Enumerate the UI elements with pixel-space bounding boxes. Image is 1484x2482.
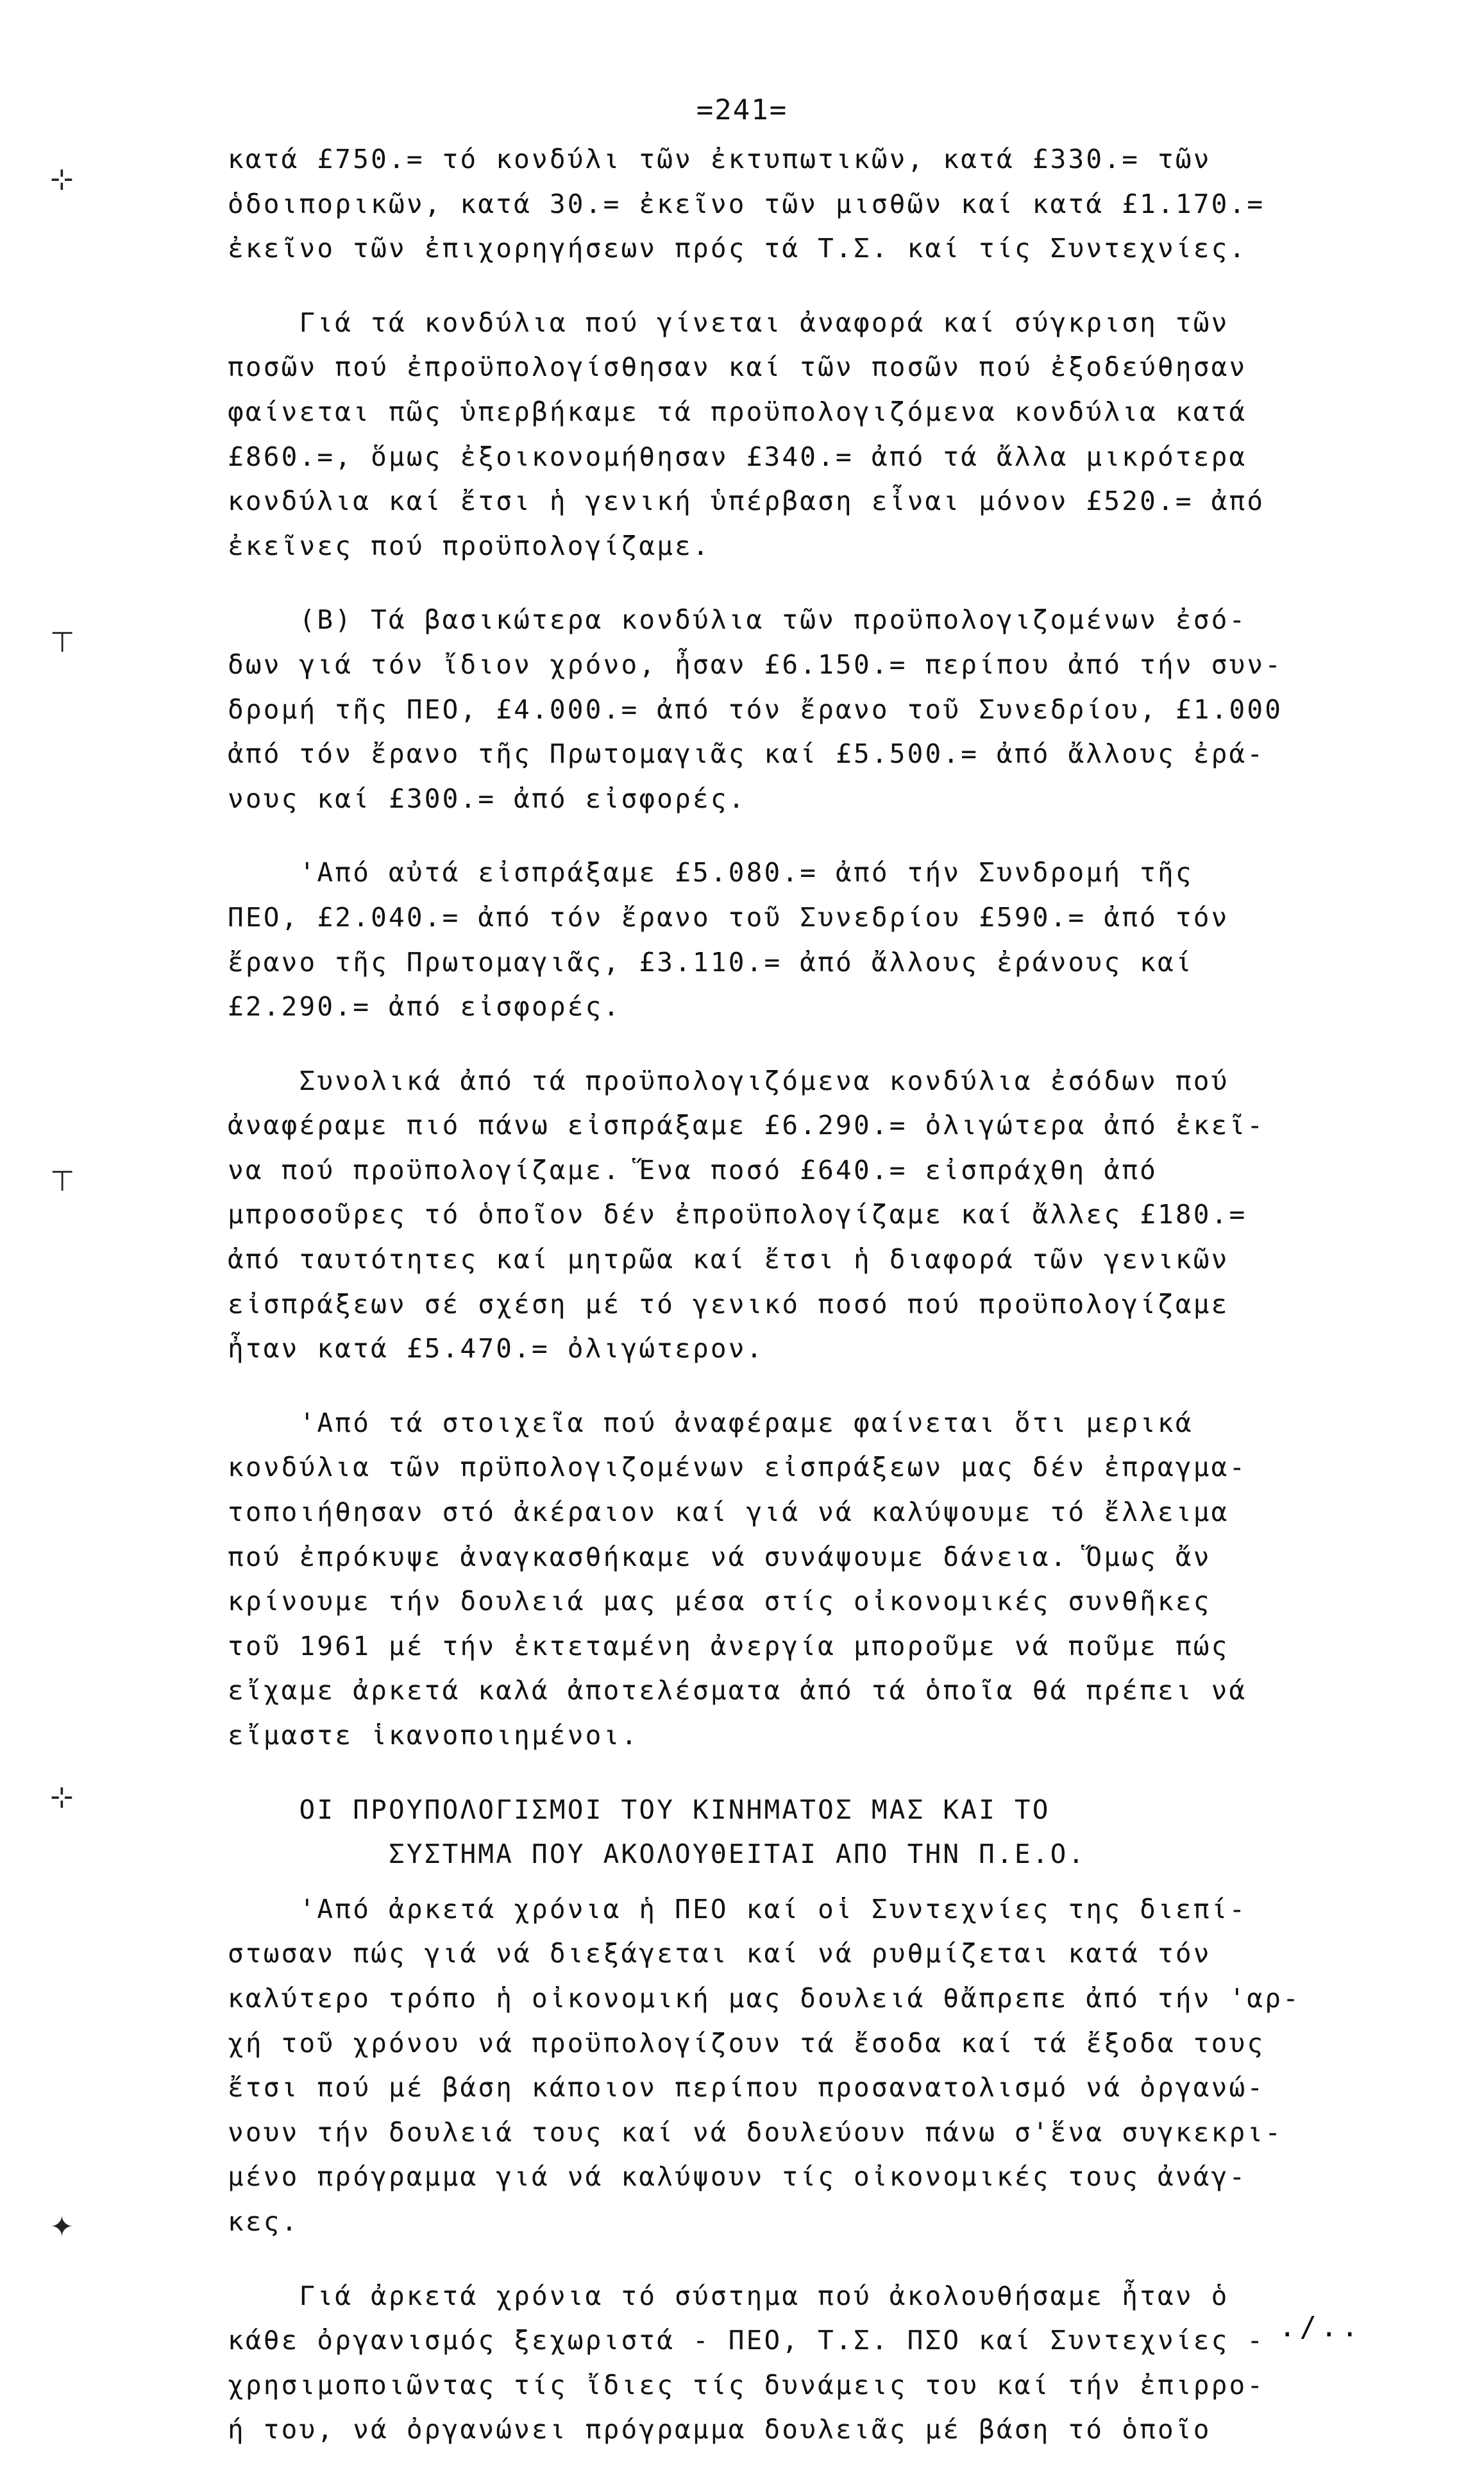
- paragraph-p2: [228, 301, 1395, 569]
- text-line: ἀναφέραμε πιό πάνω εἰσπράξαμε £6.290.= ὀλιγώτερα ἀπό ἐκεῖ-: [228, 1110, 1265, 1141]
- paragraph-p1: [228, 137, 1395, 271]
- text-line: κρίνουμε τήν δουλειά μας μέσα στίς οἰκονομικές συνθῆκες: [228, 1586, 1211, 1617]
- heading-line: ΟΙ ΠΡΟΥΠΟΛΟΓΙΣΜΟΙ ΤΟΥ ΚΙΝΗΜΑΤΟΣ ΜΑΣ ΚΑΙ ΤΟ: [228, 1794, 1050, 1825]
- text-line: ή του, νά ὀργανώνει πρόγραμμα δουλειᾶς μέ βάση τό ὁποῖο: [228, 2414, 1211, 2445]
- text-line: νουν τήν δουλειά τους καί νά δουλεύουν πάνω σ'ἕνα συγκεκρι-: [228, 2116, 1283, 2148]
- paragraph-p7: [228, 1887, 1395, 2245]
- margin-mark: ⊹: [50, 1781, 74, 1814]
- text-line: £2.290.= ἀπό εἰσφορές.: [228, 991, 621, 1023]
- text-line: καλύτερο τρόπο ἡ οἰκονομική μας δουλειά θἄπρεπε ἀπό τήν 'αρ-: [228, 1982, 1301, 2014]
- text-line: (Β) Τά βασικώτερα κονδύλια τῶν προϋπολογιζομένων ἐσό-: [228, 604, 1247, 636]
- text-line: χρησιμοποιῶντας τίς ἴδιες τίς δυνάμεις του καί τήν ἐπιρρο-: [228, 2369, 1265, 2401]
- section-heading: [228, 1788, 1395, 1877]
- paragraph-p6: [228, 1401, 1395, 1758]
- margin-mark: ⊤: [50, 1165, 75, 1198]
- paragraph-p4: [228, 851, 1395, 1029]
- text-line: φαίνεται πῶς ὑπερβήκαμε τά προϋπολογιζόμενα κονδύλια κατά: [228, 396, 1247, 427]
- text-line: ἀπό τόν ἔρανο τῆς Πρωτομαγιᾶς καί £5.500.= ἀπό ἄλλους ἐρά-: [228, 738, 1265, 770]
- text-line: μπροσοῦρες τό ὁποῖον δέν ἐπροϋπολογίζαμε καί ἄλλες £180.=: [228, 1199, 1247, 1230]
- text-line: ἔρανο τῆς Πρωτομαγιᾶς, £3.110.= ἀπό ἄλλους ἐράνους καί: [228, 946, 1193, 978]
- text-line: στωσαν πώς γιά νά διεξάγεται καί νά ρυθμίζεται κατά τόν: [228, 1938, 1211, 1969]
- text-line: κάθε ὀργανισμός ξεχωριστά - ΠΕΟ, Τ.Σ. ΠΣΟ καί Συντεχνίες -: [228, 2325, 1265, 2356]
- text-line: μένο πρόγραμμα γιά νά καλύψουν τίς οἰκονομικές τους ἀνάγ-: [228, 2161, 1247, 2193]
- text-line: Γιά ἀρκετά χρόνια τό σύστημα πού ἀκολουθήσαμε ἦταν ὁ: [228, 2280, 1229, 2311]
- text-line: ἐκεῖνο τῶν ἐπιχορηγήσεων πρός τά Τ.Σ. καί τίς Συντεχνίες.: [228, 233, 1247, 264]
- text-line: ὁδοιπορικῶν, κατά 30.= ἐκεῖνο τῶν μισθῶν καί κατά £1.170.=: [228, 188, 1265, 219]
- text-line: δρομή τῆς ΠΕΟ, £4.000.= ἀπό τόν ἔρανο τοῦ Συνεδρίου, £1.000: [228, 693, 1283, 725]
- text-line: 'Από ἀρκετά χρόνια ἡ ΠΕΟ καί οἱ Συντεχνίες της διεπί-: [228, 1893, 1247, 1925]
- text-line: να πού προϋπολογίζαμε. Ἕνα ποσό £640.= εἰσπράχθη ἀπό: [228, 1154, 1158, 1186]
- text-line: Συνολικά ἀπό τά προϋπολογιζόμενα κονδύλια ἐσόδων πού: [228, 1065, 1229, 1096]
- text-line: δων γιά τόν ἴδιον χρόνο, ἦσαν £6.150.= περίπου ἀπό τήν συν-: [228, 649, 1283, 680]
- text-line: εἰσπράξεων σέ σχέση μέ τό γενικό ποσό πού προϋπολογίζαμε: [228, 1288, 1229, 1320]
- text-line: εἴμαστε ἱκανοποιημένοι.: [228, 1720, 639, 1751]
- margin-mark: ✦: [50, 2211, 74, 2243]
- margin-mark: ⊹: [50, 163, 74, 196]
- paragraph-p5: [228, 1059, 1395, 1372]
- text-line: ἔτσι πού μέ βάση κάποιον περίπου προσανατολισμό νά ὀργανώ-: [228, 2072, 1265, 2104]
- text-line: ἐκεῖνες πού προϋπολογίζαμε.: [228, 530, 711, 561]
- text-line: κατά £750.= τό κονδύλι τῶν ἐκτυπωτικῶν, κατά £330.= τῶν: [228, 144, 1211, 174]
- text-line: νους καί £300.= ἀπό εἰσφορές.: [228, 783, 746, 814]
- text-line: τοῦ 1961 μέ τήν ἐκτεταμένη ἀνεργία μποροῦμε νά ποῦμε πώς: [228, 1630, 1229, 1662]
- margin-mark: ⊤: [50, 626, 75, 659]
- page-number: =241=: [696, 94, 788, 126]
- text-line: ποσῶν πού ἐπροϋπολογίσθησαν καί τῶν ποσῶν πού ἐξοδεύθησαν: [228, 352, 1247, 383]
- text-line: κες.: [228, 2206, 299, 2237]
- text-line: τοποιήθησαν στό ἀκέραιον καί γιά νά καλύψουμε τό ἔλλειμα: [228, 1497, 1229, 1528]
- text-line: ΠΕΟ, £2.040.= ἀπό τόν ἔρανο τοῦ Συνεδρίου £590.= ἀπό τόν: [228, 901, 1229, 933]
- text-line: κονδύλια τῶν πρϋπολογιζομένων εἰσπράξεων μας δέν ἐπραγμα-: [228, 1452, 1247, 1483]
- text-line: 'Από τά στοιχεῖα πού ἀναφέραμε φαίνεται ὅτι μερικά: [228, 1407, 1193, 1438]
- text-line: Γιά τά κονδύλια πού γίνεται ἀναφορά καί σύγκριση τῶν: [228, 307, 1229, 338]
- paragraph-p8: [228, 2274, 1395, 2452]
- paragraph-p3: [228, 598, 1395, 821]
- document-body: [228, 137, 1395, 2482]
- text-line: πού ἐπρόκυψε ἀναγκασθήκαμε νά συνάψουμε δάνεια. Ὅμως ἄν: [228, 1541, 1211, 1572]
- text-line: ἦταν κατά £5.470.= ὀλιγώτερον.: [228, 1333, 764, 1364]
- heading-line: ΣΥΣΤΗΜΑ ΠΟΥ ΑΚΟΛΟΥΘΕΙΤΑΙ ΑΠΟ ΤΗΝ Π.Ε.Ο.: [228, 1839, 1086, 1870]
- text-line: κονδύλια καί ἔτσι ἡ γενική ὑπέρβαση εἶναι μόνον £520.= ἀπό: [228, 486, 1265, 517]
- text-line: χή τοῦ χρόνου νά προϋπολογίζουν τά ἔσοδα καί τά ἔξοδα τους: [228, 2027, 1265, 2059]
- text-line: £860.=, ὅμως ἐξοικονομήθησαν £340.= ἀπό τά ἄλλα μικρότερα: [228, 441, 1247, 472]
- text-line: ἀπό ταυτότητες καί μητρῶα καί ἔτσι ἡ διαφορά τῶν γενικῶν: [228, 1244, 1229, 1275]
- text-line: εἴχαμε ἀρκετά καλά ἀποτελέσματα ἀπό τά ὁποῖα θά πρέπει νά: [228, 1675, 1247, 1706]
- continuation-mark: ./..: [1279, 2311, 1362, 2343]
- text-line: 'Από αὐτά εἰσπράξαμε £5.080.= ἀπό τήν Συνδρομή τῆς: [228, 857, 1193, 888]
